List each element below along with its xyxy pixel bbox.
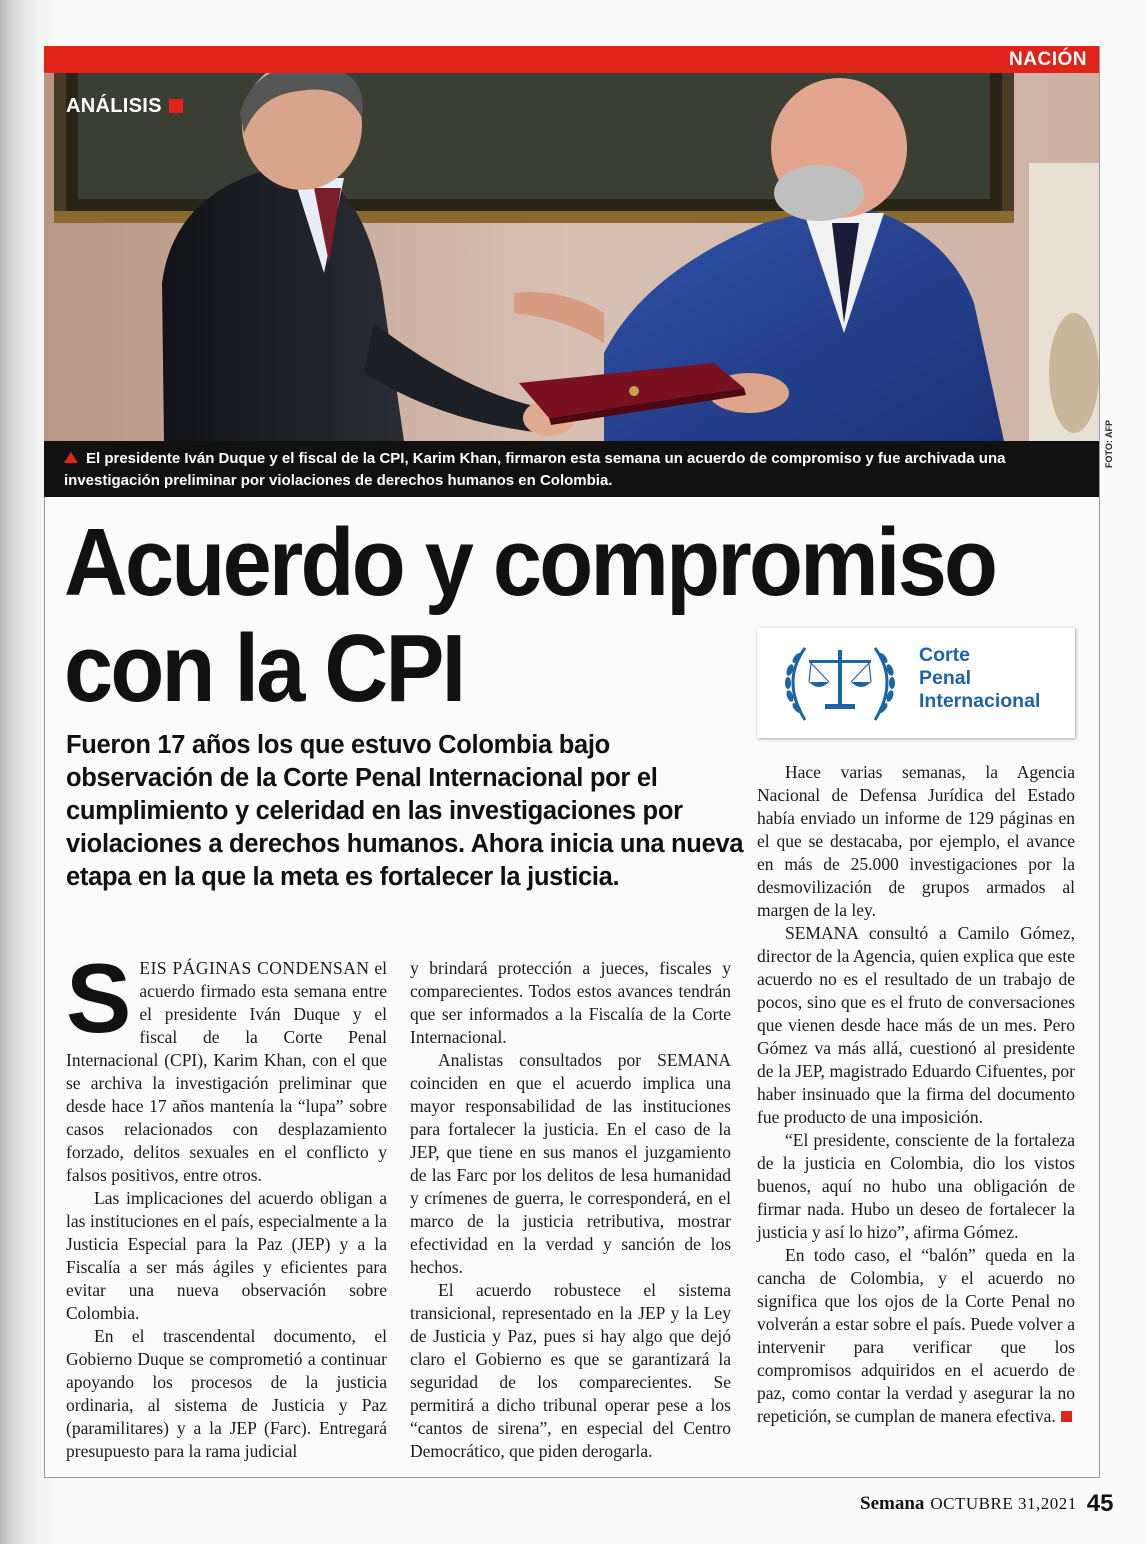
paragraph-4: y brindará protección a jueces, fiscales y comparecientes. Todos estos avances tendrán que ser informados a la Fiscalía de la Corte Internacional. bbox=[410, 958, 731, 1047]
section-bar bbox=[44, 46, 1099, 73]
body-column-1 bbox=[66, 943, 387, 1463]
scales-of-justice-icon bbox=[775, 636, 905, 730]
dropcap: S bbox=[66, 943, 132, 1053]
lead-caps: EIS PÁGINAS CONDENSAN bbox=[139, 958, 370, 978]
article-photo bbox=[44, 73, 1099, 441]
paragraph-6: El acuerdo robustece el sistema transicional, representado en la JEP y la Ley de Justicia y Paz, pues si hay algo que dejó claro el Gobierno es que se garantizará la seguridad de los comparecientes. Se permitirá a dicho tribunal operar pese a los “cantos de sirena”, en especial del Centro Democrático, que piden derogarla. bbox=[410, 1280, 731, 1461]
magazine-name: Semana bbox=[860, 1493, 925, 1514]
caption-triangle-icon bbox=[64, 452, 78, 463]
photo-caption bbox=[44, 441, 1099, 497]
kicker-label: ANÁLISIS bbox=[66, 95, 162, 117]
paragraph-1 bbox=[66, 943, 387, 1187]
issue-date: OCTUBRE 31,2021 bbox=[930, 1494, 1077, 1513]
page-footer bbox=[860, 1490, 1113, 1518]
paragraph-2: Las implicaciones del acuerdo obligan a las instituciones en el país, especialmente a la Justicia Especial para la Paz (JEP) y a la Fiscalía a ser más ágiles y eficientes para evitar una nueva observación sobre Colombia. bbox=[66, 1188, 387, 1323]
logo-line-3: Internacional bbox=[919, 690, 1041, 712]
kicker bbox=[66, 95, 183, 118]
logo-line-1: Corte bbox=[919, 644, 970, 666]
logo-line-2: Penal bbox=[919, 667, 972, 689]
paragraph-7: Hace varias semanas, la Agencia Nacional de Defensa Jurídica del Estado había enviado un informe de 129 páginas en el que se destacaba, por ejemplo, el avance en más de 25.000 investigaciones por la desmovilización de grupos armados al margen de la ley. bbox=[757, 762, 1075, 920]
end-mark-icon bbox=[1061, 1411, 1072, 1422]
paragraph-10 bbox=[757, 1244, 1075, 1428]
paragraph-9: “El presidente, consciente de la fortaleza de la justicia en Colombia, dio los vistos buenos, aquí no hubo una obligación de firmar nada. Hubo un deseo de fortalecer la justicia y así lo hizo”, afirma Gómez. bbox=[757, 1130, 1075, 1242]
icc-logo bbox=[757, 628, 1075, 738]
icc-logo-text bbox=[919, 644, 1040, 713]
paragraph-3: En el trascendental documento, el Gobierno Duque se comprometió a continuar apoyando los procesos de la justicia ordinaria, al sistema de Justicia y Paz (paramilitares) y a la JEP (Farc). Entregará presupuesto para la rama judicial bbox=[66, 1326, 387, 1461]
kicker-square-icon bbox=[169, 99, 183, 113]
paragraph-5: Analistas consultados por SEMANA coinciden en que el acuerdo implica una mayor responsabilidad de las instituciones para fortalecer la justicia. En el caso de la JEP, que tiene en sus manos el juzgamiento de las Farc por los delitos de lesa humanidad y crímenes de guerra, le corresponderá, en el marco de la justicia retributiva, mostrar efectividad en la verdad y sanción de los hechos. bbox=[410, 1050, 731, 1277]
headline-line-1: Acuerdo y compromiso bbox=[64, 509, 996, 616]
body-column-2 bbox=[410, 957, 731, 1463]
photo-caption-text: El presidente Iván Duque y el fiscal de la CPI, Karim Khan, firmaron esta semana un acuerdo de compromiso y fue archivada una investigación preliminar por violaciones de derechos humanos en Colombia. bbox=[64, 450, 1006, 489]
photo-credit: FOTO: AFP bbox=[1104, 420, 1114, 468]
page-number: 45 bbox=[1086, 1490, 1114, 1517]
body-column-3 bbox=[757, 761, 1075, 1428]
paragraph-8: SEMANA consultó a Camilo Gómez, director de la Agencia, quien explica que este acuerdo no es el resultado de un trabajo de pocos, sino que es el fruto de conversaciones que vienen desde hace más de un mes. Pero Gómez va más allá, cuestionó al presidente de la JEP, magistrado Eduardo Cifuentes, por haber insinuado que la firma del documento fue producto de una imposición. bbox=[757, 923, 1075, 1127]
paragraph-1-text: el acuerdo firmado esta semana entre el presidente Iván Duque y el fiscal de la Corte Penal Internacional (CPI), Karim Khan, con el que se archiva la investigación preliminar que desde hace 17 años mantenía la “lupa” sobre casos relacionados con desplazamiento forzado, delitos sexuales en el conflicto y falsos positivos, entre otros. bbox=[66, 958, 387, 1185]
headline-line-2: con la CPI bbox=[64, 615, 464, 722]
deck: Fueron 17 años los que estuvo Colombia bajo observación de la Corte Penal Internacional por el cumplimiento y celeridad en las investigaciones por violaciones a derechos humanos. Ahora inicia una nueva etapa en la que la meta es fortalecer la justicia. bbox=[66, 731, 744, 891]
section-label: NACIÓN bbox=[1009, 49, 1087, 70]
paragraph-10-text: En todo caso, el “balón” queda en la cancha de Colombia, y el acuerdo no significa que los ojos de la Corte Penal no volverán a estar sobre el país. Puede volver a intervenir para verificar que los compromisos adquiridos en el acuerdo de paz, como contar la verdad y asegurar la no repetición, se cumplan de manera efectiva. bbox=[757, 1245, 1075, 1426]
